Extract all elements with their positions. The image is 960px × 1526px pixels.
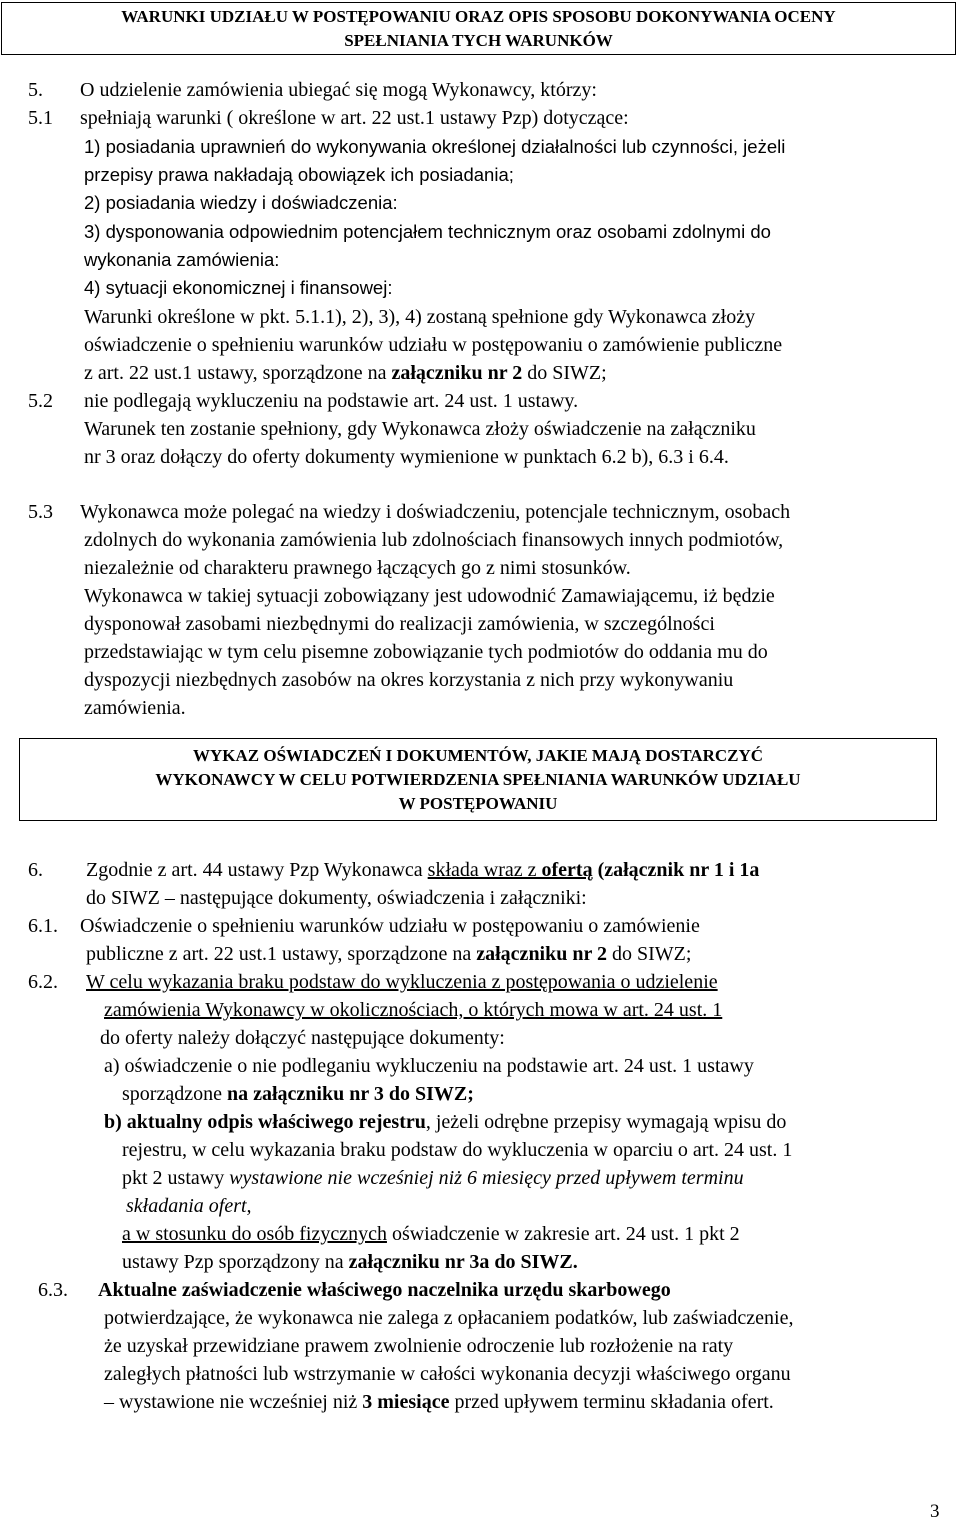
condition-3-line-2: wykonania zamówienia:: [84, 249, 280, 270]
item-b-line-4: składania ofert,: [126, 1195, 252, 1217]
section-6-3-line-4: zaległych płatności lub wstrzymanie w całości wykonania decyzji właściwego organu: [104, 1363, 791, 1385]
condition-1-line-2: przepisy prawa nakładają obowiązek ich posiadania;: [84, 164, 514, 185]
section-5-2-note-line-1: Warunek ten zostanie spełniony, gdy Wykonawca złoży oświadczenie na załączniku: [84, 418, 756, 440]
section-6-2-line-1: W celu wykazania braku podstaw do wykluczenia z postępowania o udzielenie: [86, 971, 718, 993]
section-5-intro: O udzielenie zamówienia ubiegać się mogą Wykonawcy, którzy:: [80, 79, 597, 101]
section-5-3-line-2: zdolnych do wykonania zamówienia lub zdolnościach finansowych innych podmiotów,: [84, 529, 784, 551]
section-6-3-number: 6.3.: [38, 1279, 68, 1301]
section-6-1-number: 6.1.: [28, 915, 58, 937]
section-6-3-line-1: Aktualne zaświadczenie właściwego naczelnika urzędu skarbowego: [98, 1279, 671, 1301]
section-5-1-text: spełniają warunki ( określone w art. 22 ust.1 ustawy Pzp) dotyczące:: [80, 107, 629, 129]
section-5-number: 5.: [28, 79, 43, 101]
conditions-note-line-1: Warunki określone w pkt. 5.1.1), 2), 3), 4) zostaną spełnione gdy Wykonawca złoży: [84, 306, 756, 328]
section-5-3-line-4: Wykonawca w takiej sytuacji zobowiązany jest udowodnić Zamawiającemu, iż będzie: [84, 585, 775, 607]
item-a-line-2: sporządzone na załączniku nr 3 do SIWZ;: [122, 1083, 474, 1105]
section-6-3-line-5: – wystawione nie wcześniej niż 3 miesiące przed upływem terminu składania ofert.: [104, 1391, 774, 1413]
conditions-note-line-2: oświadczenie o spełnieniu warunków udziału w postępowaniu o zamówienie publiczne: [84, 334, 783, 356]
section-5-3-line-7: dyspozycji niezbędnych zasobów na okres korzystania z nich przy wykonywaniu: [84, 669, 734, 691]
section-6-2-number: 6.2.: [28, 971, 58, 993]
condition-3-line-1: 3) dysponowania odpowiednim potencjałem technicznym oraz osobami zdolnymi do: [84, 221, 771, 242]
header-line-2: SPEŁNIANIA TYCH WARUNKÓW: [344, 30, 613, 50]
condition-4: 4) sytuacji ekonomicznej i finansowej:: [84, 277, 393, 298]
section-6-2-line-2: zamówienia Wykonawcy w okolicznościach, o których mowa w art. 24 ust. 1: [104, 999, 723, 1021]
condition-2: 2) posiadania wiedzy i doświadczenia:: [84, 192, 398, 213]
item-b-line-3: pkt 2 ustawy wystawione nie wcześniej niż 6 miesięcy przed upływem terminu: [122, 1167, 744, 1189]
section-5-3-line-1: Wykonawca może polegać na wiedzy i doświadczeniu, potencjale technicznym, osobach: [80, 501, 791, 523]
section-5-3-line-6: przedstawiając w tym celu pisemne zobowiązanie tych podmiotów do oddania mu do: [84, 641, 768, 663]
section-6-line-1: Zgodnie z art. 44 ustawy Pzp Wykonawca składa wraz z ofertą (załącznik nr 1 i 1a: [86, 859, 760, 881]
section-5-2-text: nie podlegają wykluczeniu na podstawie art. 24 ust. 1 ustawy.: [84, 390, 579, 412]
section-6-number: 6.: [28, 859, 43, 881]
section-6-1-line-1: Oświadczenie o spełnieniu warunków udziału w postępowaniu o zamówienie: [80, 915, 700, 937]
wykaz-line-1: WYKAZ OŚWIADCZEŃ I DOKUMENTÓW, JAKIE MAJĄ DOSTARCZYĆ: [192, 745, 764, 765]
item-b-line-2: rejestru, w celu wykazania braku podstaw do wykluczenia w oparciu o art. 24 ust. 1: [122, 1139, 793, 1161]
section-5-2-note-line-2: nr 3 oraz dołączy do oferty dokumenty wymienione w punktach 6.2 b), 6.3 i 6.4.: [84, 446, 729, 468]
page-number: 3: [930, 1501, 940, 1522]
wykaz-line-2: WYKONAWCY W CELU POTWIERDZENIA SPEŁNIANIA WARUNKÓW UDZIAŁU: [155, 769, 801, 789]
section-6-2-line-3: do oferty należy dołączyć następujące dokumenty:: [100, 1027, 505, 1049]
wykaz-line-3: W POSTĘPOWANIU: [398, 793, 558, 813]
section-5-3-number: 5.3: [28, 501, 53, 523]
section-5-3-line-3: niezależnie od charakteru prawnego łączących go z nimi stosunków.: [84, 557, 631, 579]
section-6-3-line-3: że uzyskał przewidziane prawem zwolnienie odroczenie lub rozłożenie na raty: [104, 1335, 734, 1357]
item-a-line-1: a) oświadczenie o nie podleganiu wykluczeniu na podstawie art. 24 ust. 1 ustawy: [104, 1055, 754, 1077]
section-5-2-number: 5.2: [28, 390, 53, 412]
section-6-1-line-2: publiczne z art. 22 ust.1 ustawy, sporządzone na załączniku nr 2 do SIWZ;: [86, 943, 692, 965]
section-5-1-number: 5.1: [28, 107, 53, 129]
item-b-line-1: b) aktualny odpis właściwego rejestru, jeżeli odrębne przepisy wymagają wpisu do: [104, 1111, 787, 1133]
wykaz-box: [19, 738, 937, 821]
item-b-line-6: ustawy Pzp sporządzony na załączniku nr 3a do SIWZ.: [122, 1251, 578, 1273]
header-line-1: WARUNKI UDZIAŁU W POSTĘPOWANIU ORAZ OPIS SPOSOBU DOKONYWANIA OCENY: [121, 6, 836, 26]
header-box: [1, 2, 956, 55]
section-5-3-line-5: dysponował zasobami niezbędnymi do realizacji zamówienia, w szczególności: [84, 613, 715, 635]
section-6-line-2: do SIWZ – następujące dokumenty, oświadczenia i załączniki:: [86, 887, 587, 909]
conditions-note-line-3: z art. 22 ust.1 ustawy, sporządzone na załączniku nr 2 do SIWZ;: [84, 362, 607, 384]
condition-1-line-1: 1) posiadania uprawnień do wykonywania określonej działalności lub czynności, jeżeli: [84, 136, 786, 157]
section-5-3-line-8: zamówienia.: [84, 697, 186, 719]
section-6-3-line-2: potwierdzające, że wykonawca nie zalega z opłacaniem podatków, lub zaświadczenie,: [104, 1307, 794, 1329]
item-b-line-5: a w stosunku do osób fizycznych oświadczenie w zakresie art. 24 ust. 1 pkt 2: [122, 1223, 740, 1245]
